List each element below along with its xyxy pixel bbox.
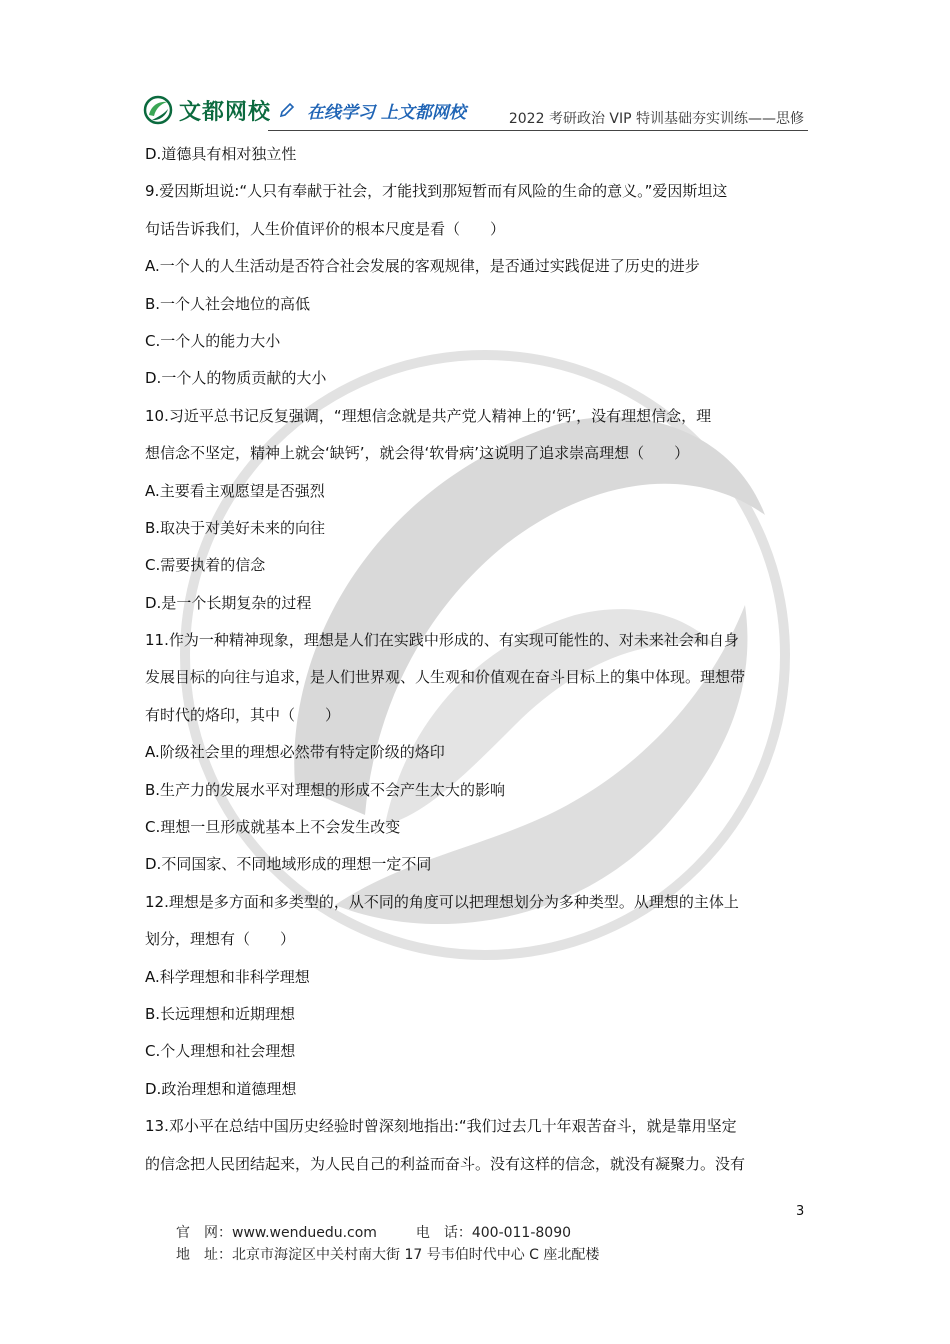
footer-phone: 电 话：400-011-8090 bbox=[415, 1225, 572, 1241]
question-13-stem: 的信念把人民团结起来，为人民自己的利益而奋斗。没有这样的信念，就没有凝聚力。没有 bbox=[145, 1154, 746, 1173]
document-body bbox=[145, 136, 807, 1183]
question-11-stem: 发展目标的向往与追求，是人们世界观、人生观和价值观在奋斗目标上的集中体现。理想带 bbox=[145, 668, 746, 687]
question-12-option-b: B.长远理想和近期理想 bbox=[145, 1004, 296, 1023]
question-11-option-b: B.生产力的发展水平对理想的形成不会产生太大的影响 bbox=[145, 780, 506, 799]
question-10-stem: 10.习近平总书记反复强调，“理想信念就是共产党人精神上的‘钙’，没有理想信念，理 bbox=[145, 406, 712, 425]
page-footer bbox=[176, 1222, 599, 1266]
question-11-option-a: A.阶级社会里的理想必然带有特定阶级的烙印 bbox=[145, 743, 445, 762]
question-9-stem: 句话告诉我们，人生价值评价的根本尺度是看（ ） bbox=[145, 219, 506, 238]
wendu-logo-icon bbox=[143, 95, 173, 125]
question-10-stem: 想信念不坚定，精神上就会‘缺钙’，就会得‘软骨病’这说明了追求崇高理想（ ） bbox=[145, 444, 690, 463]
question-11-option-d: D.不同国家、不同地域形成的理想一定不同 bbox=[145, 855, 432, 874]
document-title: 2022 考研政治 VIP 特训基础夯实训练——思修 bbox=[508, 111, 804, 127]
question-13-stem: 13.邓小平在总结中国历史经验时曾深刻地指出:“我们过去几十年艰苦奋斗，就是靠用坚定 bbox=[145, 1117, 737, 1136]
question-10-option-c: C.需要执着的信念 bbox=[145, 556, 266, 575]
question-9-stem: 9.爱因斯坦说:“人只有奉献于社会，才能找到那短暂而有风险的生命的意义。”爱因斯坦这 bbox=[145, 182, 728, 201]
question-12-option-d: D.政治理想和道德理想 bbox=[145, 1079, 297, 1098]
question-12-option-c: C.个人理想和社会理想 bbox=[145, 1042, 296, 1061]
header-divider bbox=[268, 130, 808, 131]
question-10-option-b: B.取决于对美好未来的向往 bbox=[145, 518, 326, 537]
question-9-option-c: C.一个人的能力大小 bbox=[145, 331, 281, 350]
question-10-option-d: D.是一个长期复杂的过程 bbox=[145, 593, 312, 612]
question-10-option-a: A.主要看主观愿望是否强烈 bbox=[145, 481, 325, 500]
page-header bbox=[143, 92, 808, 134]
logo-text: 文都网校 bbox=[179, 99, 272, 125]
question-12-option-a: A.科学理想和非科学理想 bbox=[145, 967, 310, 986]
question-11-stem: 有时代的烙印，其中（ ） bbox=[145, 705, 341, 724]
question-12-stem: 12.理想是多方面和多类型的，从不同的角度可以把理想划分为多种类型。从理想的主体上 bbox=[145, 892, 739, 911]
question-9-option-b: B.一个人社会地位的高低 bbox=[145, 294, 311, 313]
text-line: D.道德具有相对独立性 bbox=[145, 145, 297, 163]
question-9-option-d: D.一个人的物质贡献的大小 bbox=[145, 369, 327, 388]
brand-logo bbox=[143, 92, 466, 128]
slogan-text: 在线学习 上文都网校 bbox=[307, 102, 466, 123]
question-12-stem: 划分，理想有（ ） bbox=[145, 930, 296, 949]
pencil-icon bbox=[279, 102, 295, 118]
question-11-stem: 11.作为一种精神现象，理想是人们在实践中形成的、有实现可能性的、对未来社会和自身 bbox=[145, 631, 739, 650]
footer-website: 官 网：www.wenduedu.com bbox=[176, 1225, 377, 1241]
question-11-option-c: C.理想一旦形成就基本上不会发生改变 bbox=[145, 818, 401, 837]
page-number: 3 bbox=[796, 1204, 805, 1219]
footer-address: 地 址：北京市海淀区中关村南大街 17 号韦伯时代中心 C 座北配楼 bbox=[176, 1247, 600, 1263]
question-9-option-a: A.一个人的人生活动是否符合社会发展的客观规律，是否通过实践促进了历史的进步 bbox=[145, 257, 700, 276]
